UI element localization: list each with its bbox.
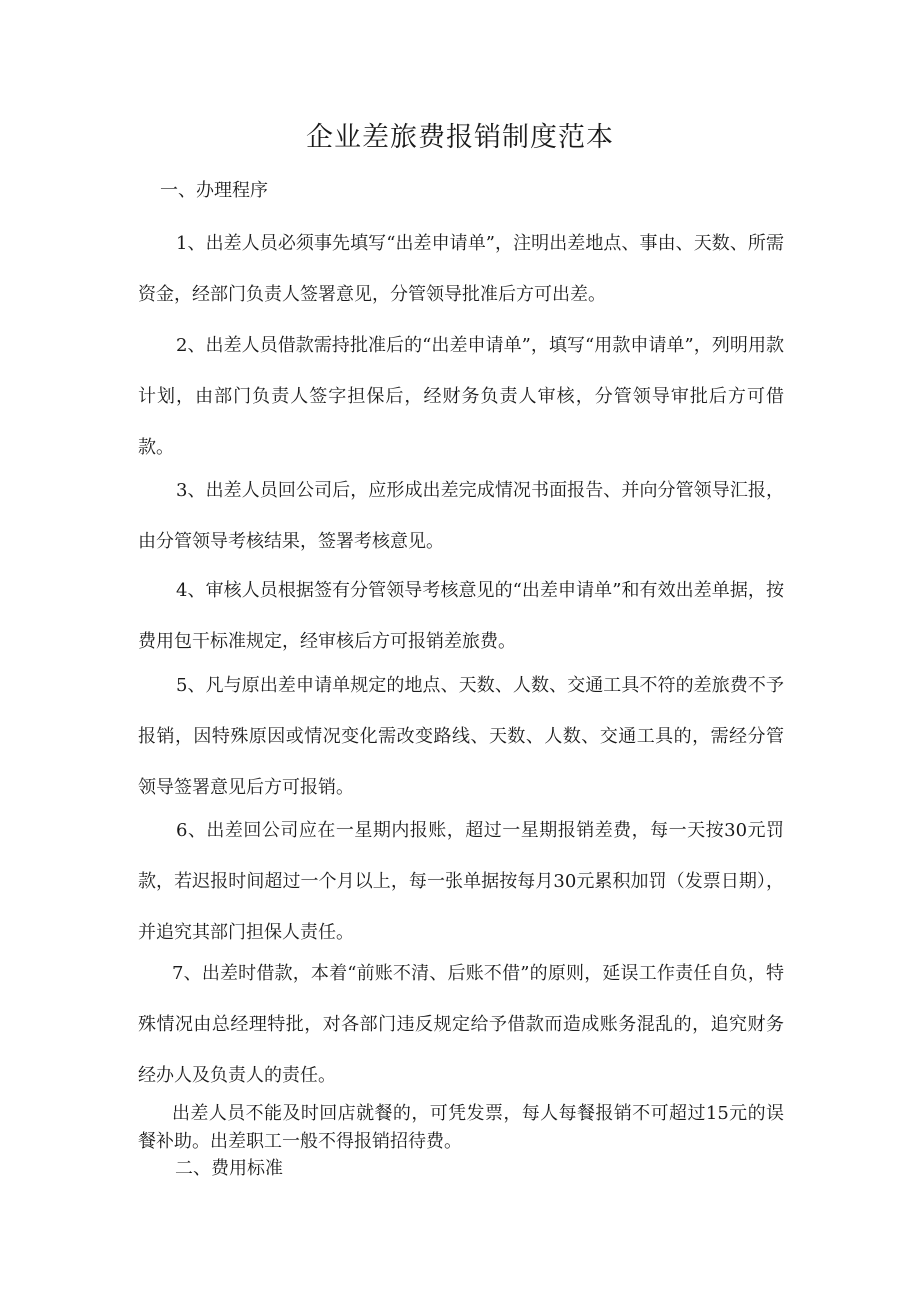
paragraph-3: 3、出差人员回公司后，应形成出差完成情况书面报告、并向分管领导汇报，由分管领导考核结果，签署考核意见。 bbox=[138, 480, 784, 552]
paragraph-4: 4、审核人员根据签有分管领导考核意见的“出差申请单”和有效出差单据，按费用包干标准规定，经审核后方可报销差旅费。 bbox=[138, 580, 784, 652]
document-title: 企业差旅费报销制度范本 bbox=[306, 122, 614, 153]
paragraph-meal-allowance: 出差人员不能及时回店就餐的，可凭发票，每人每餐报销不可超过15元的误餐补助。出差职工一般不得报销招待费。 bbox=[138, 1103, 784, 1152]
paragraph-7: 7、出差时借款，本着“前账不清、后账不借”的原则，延误工作责任自负，特殊情况由总经理特批，对各部门违反规定给予借款而造成账务混乱的，追究财务经办人及负责人的责任。 bbox=[138, 963, 784, 1086]
paragraph-6: 6、出差回公司应在一星期内报账，超过一星期报销差费，每一天按30元罚款，若迟报时间超过一个月以上，每一张单据按每月30元累积加罚（发票日期），并追究其部门担保人责任。 bbox=[138, 820, 784, 943]
section-heading-procedure: 一、办理程序 bbox=[160, 180, 268, 201]
paragraph-5: 5、凡与原出差申请单规定的地点、天数、人数、交通工具不符的差旅费不予报销，因特殊原因或情况变化需改变路线、天数、人数、交通工具的，需经分管领导签署意见后方可报销。 bbox=[138, 675, 784, 798]
paragraph-1: 1、出差人员必须事先填写“出差申请单”，注明出差地点、事由、天数、所需资金，经部门负责人签署意见，分管领导批准后方可出差。 bbox=[138, 233, 784, 305]
section-heading-expense-standard: 二、费用标准 bbox=[175, 1158, 283, 1179]
paragraph-2: 2、出差人员借款需持批准后的“出差申请单”，填写“用款申请单”，列明用款计划，由部门负责人签字担保后，经财务负责人审核，分管领导审批后方可借款。 bbox=[138, 335, 784, 458]
